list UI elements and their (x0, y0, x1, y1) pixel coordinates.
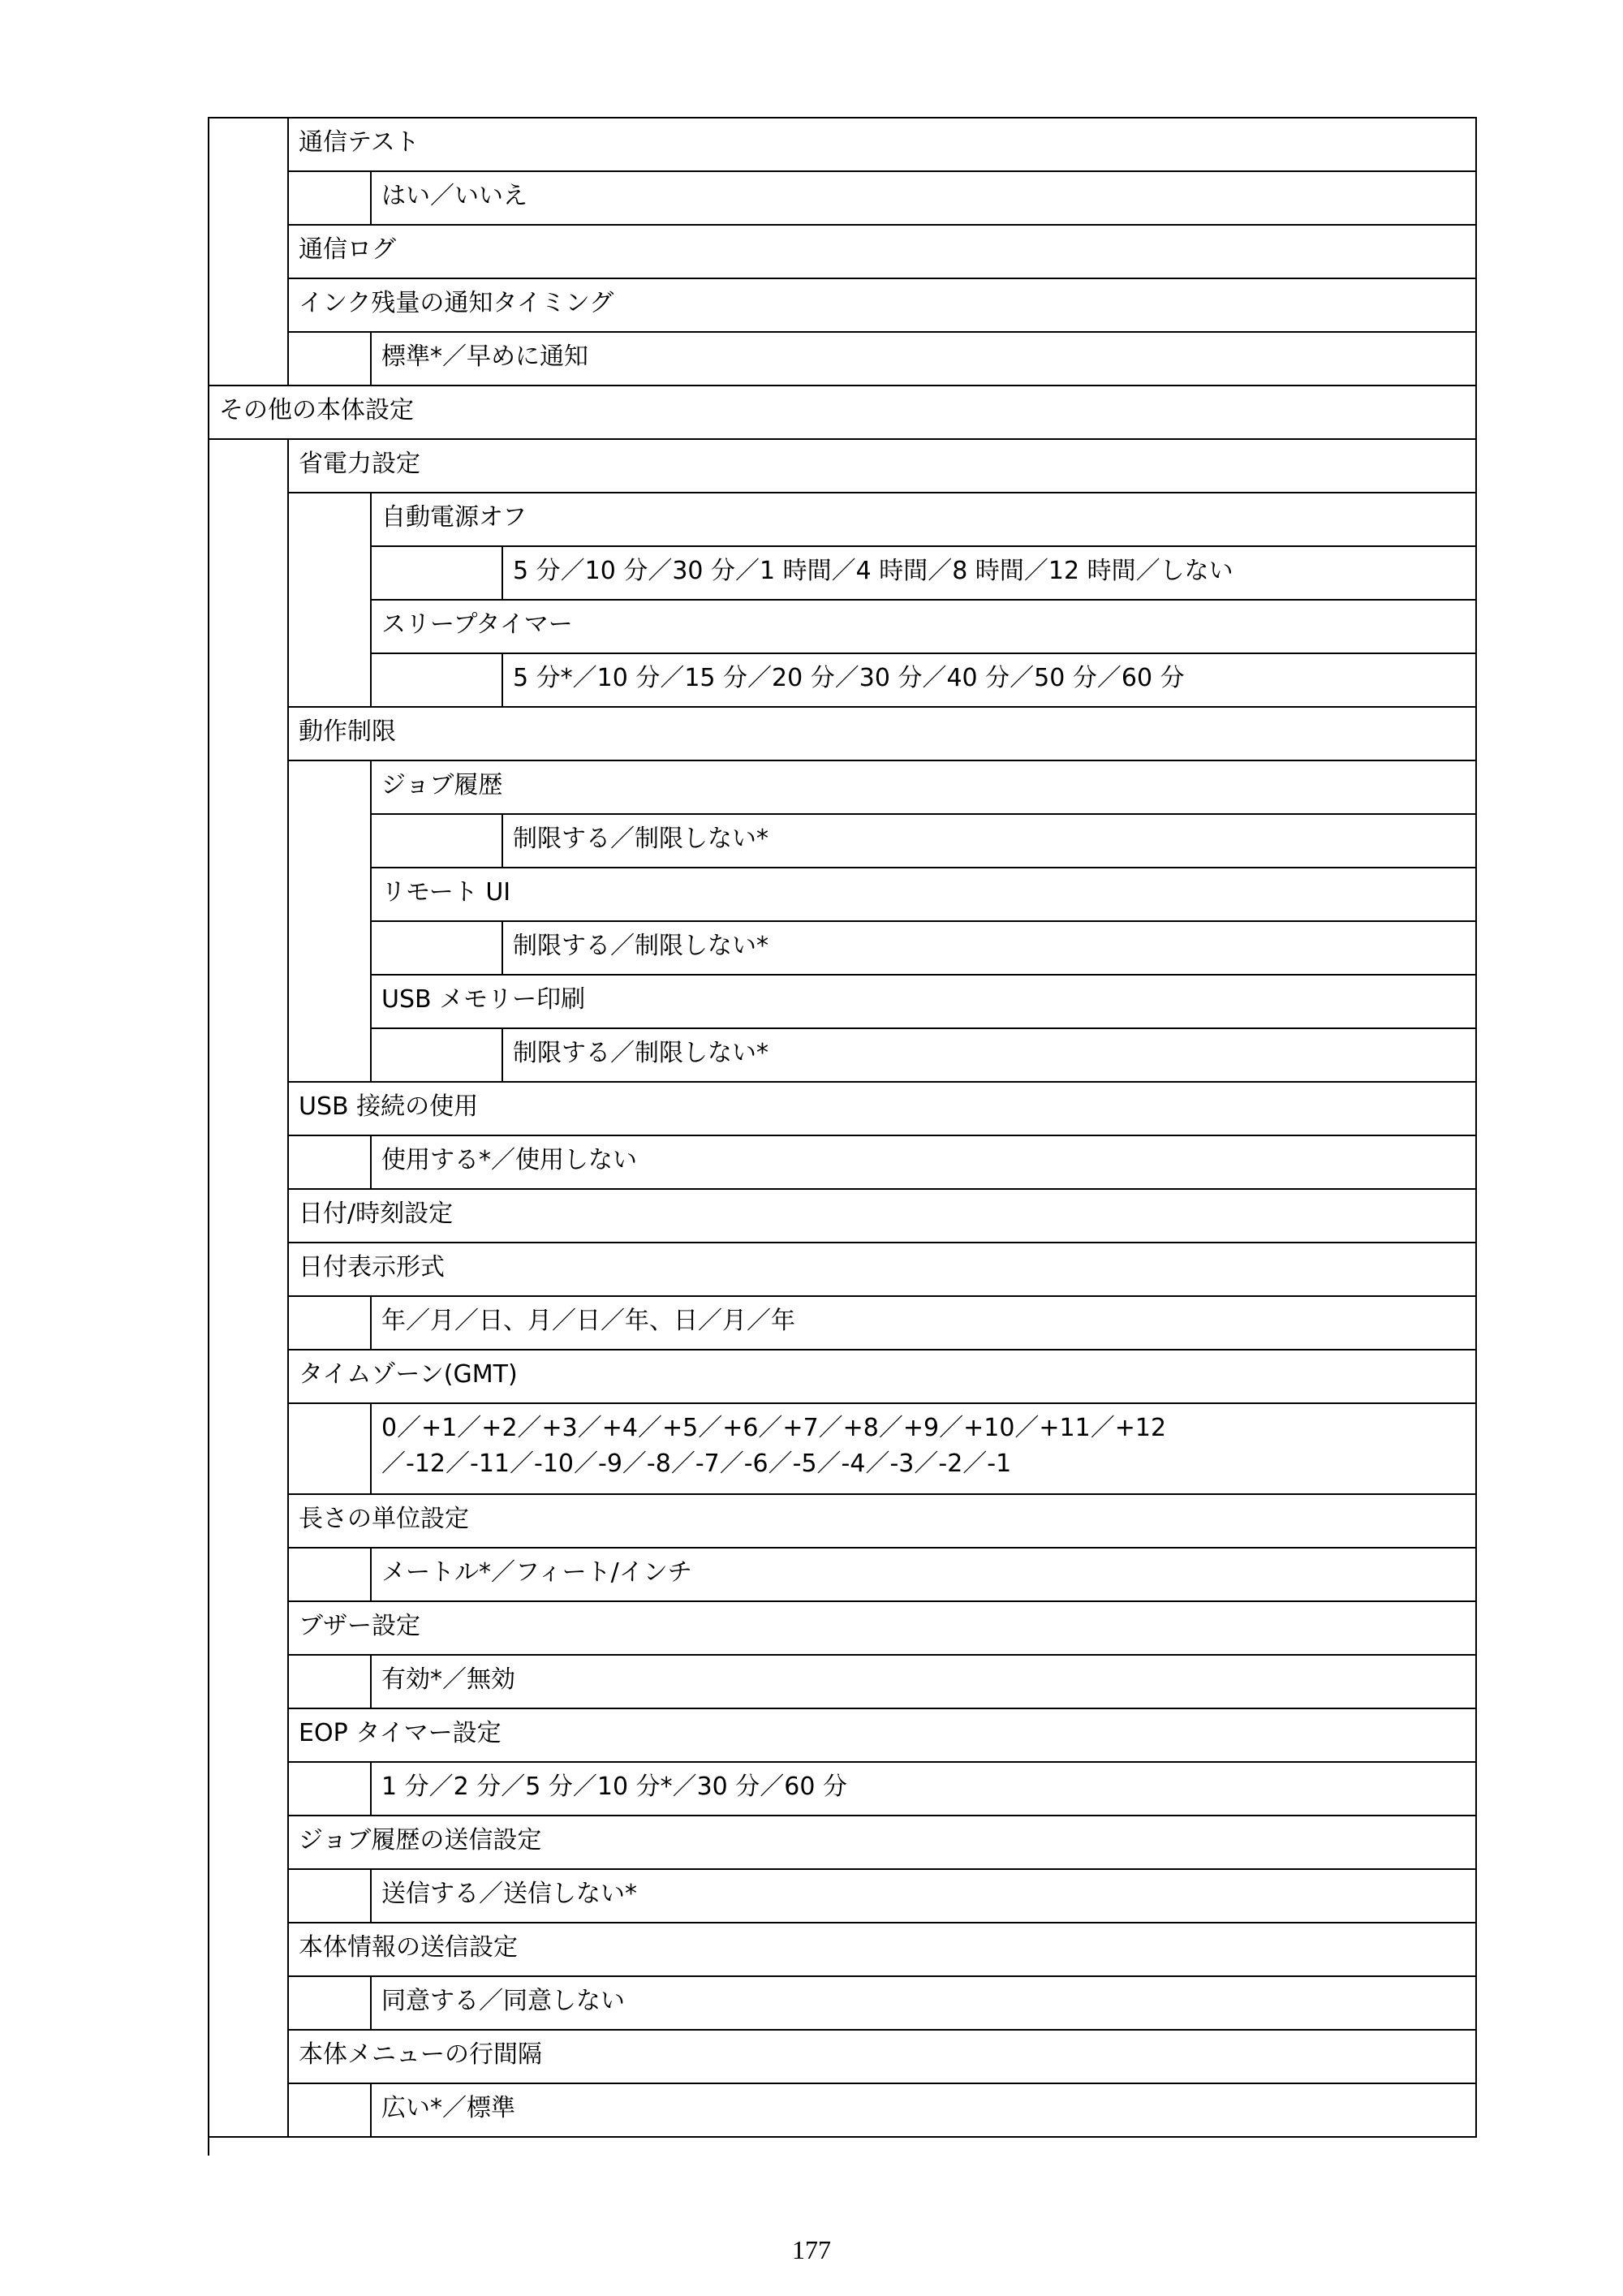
indent-spacer (372, 815, 503, 868)
indent-spacer (372, 654, 503, 708)
menu-row-level-2: 有効*／無効 (372, 1656, 1477, 1709)
menu-row-level-1: EOP タイマー設定 (289, 1709, 1477, 1763)
menu-row-level-2: リモート UI (372, 868, 1477, 922)
menu-row-level-3: 制限する／制限しない* (503, 1029, 1477, 1083)
indent-spacer (372, 1029, 503, 1083)
menu-row-level-2: 送信する／送信しない* (372, 1870, 1477, 1923)
menu-row-level-2: メートル*／フィート/インチ (372, 1549, 1477, 1602)
menu-row-level-1: 通信テスト (289, 118, 1477, 172)
menu-row-level-1: ブザー設定 (289, 1602, 1477, 1656)
menu-row-level-0: その他の本体設定 (209, 386, 1477, 440)
menu-row-level-2: スリープタイマー (372, 601, 1477, 654)
menu-row-level-1: 本体メニューの行間隔 (289, 2031, 1477, 2084)
menu-row-level-2: ジョブ履歴 (372, 761, 1477, 815)
menu-row-level-3: 5 分／10 分／30 分／1 時間／4 時間／8 時間／12 時間／しない (503, 547, 1477, 601)
indent-spacer (372, 922, 503, 976)
menu-row-level-1: 日付表示形式 (289, 1243, 1477, 1297)
menu-row-level-3: 5 分*／10 分／15 分／20 分／30 分／40 分／50 分／60 分 (503, 654, 1477, 708)
indent-spacer (209, 440, 289, 2138)
page-number: 177 (792, 2235, 831, 2264)
indent-spacer (289, 1977, 372, 2031)
indent-spacer (289, 1404, 372, 1495)
menu-row-level-1: 動作制限 (289, 708, 1477, 761)
indent-spacer (209, 118, 289, 386)
indent-spacer (289, 333, 372, 386)
menu-row-level-2: 使用する*／使用しない (372, 1136, 1477, 1190)
menu-row-level-2: 自動電源オフ (372, 493, 1477, 547)
menu-row-level-1: 本体情報の送信設定 (289, 1923, 1477, 1977)
menu-row-level-1: 通信ログ (289, 226, 1477, 279)
indent-spacer (289, 493, 372, 708)
menu-row-level-1: 長さの単位設定 (289, 1495, 1477, 1549)
menu-row-level-2: 1 分／2 分／5 分／10 分*／30 分／60 分 (372, 1763, 1477, 1816)
menu-row-level-1: タイムゾーン(GMT) (289, 1350, 1477, 1404)
menu-row-level-2: 同意する／同意しない (372, 1977, 1477, 2031)
menu-row-level-1: USB 接続の使用 (289, 1083, 1477, 1136)
menu-row-level-1: インク残量の通知タイミング (289, 279, 1477, 333)
indent-spacer (289, 2084, 372, 2138)
menu-row-level-1: 省電力設定 (289, 440, 1477, 493)
menu-row-level-2: 年／月／日、月／日／年、日／月／年 (372, 1297, 1477, 1350)
menu-row-level-2: 0／+1／+2／+3／+4／+5／+6／+7／+8／+9／+10／+11／+12 ／-12／-11／-10／-9／-8／-7／-6／-5／-4／-3／-2／-1 (372, 1404, 1477, 1495)
settings-menu-table (208, 117, 1477, 2156)
menu-row-level-3: 制限する／制限しない* (503, 815, 1477, 868)
indent-spacer (289, 1136, 372, 1190)
menu-row-level-2: 広い*／標準 (372, 2084, 1477, 2138)
menu-row-level-2: はい／いいえ (372, 172, 1477, 226)
indent-spacer (289, 1297, 372, 1350)
menu-row-level-1: ジョブ履歴の送信設定 (289, 1816, 1477, 1870)
indent-spacer (372, 547, 503, 601)
indent-spacer (289, 172, 372, 226)
indent-spacer (289, 1549, 372, 1602)
menu-row-level-3: 制限する／制限しない* (503, 922, 1477, 976)
menu-row-level-1: 日付/時刻設定 (289, 1190, 1477, 1243)
indent-spacer (289, 1870, 372, 1923)
indent-spacer (289, 1763, 372, 1816)
menu-row-level-2: USB メモリー印刷 (372, 976, 1477, 1029)
indent-spacer (289, 1656, 372, 1709)
indent-spacer (289, 761, 372, 1083)
menu-row-level-2: 標準*／早めに通知 (372, 333, 1477, 386)
